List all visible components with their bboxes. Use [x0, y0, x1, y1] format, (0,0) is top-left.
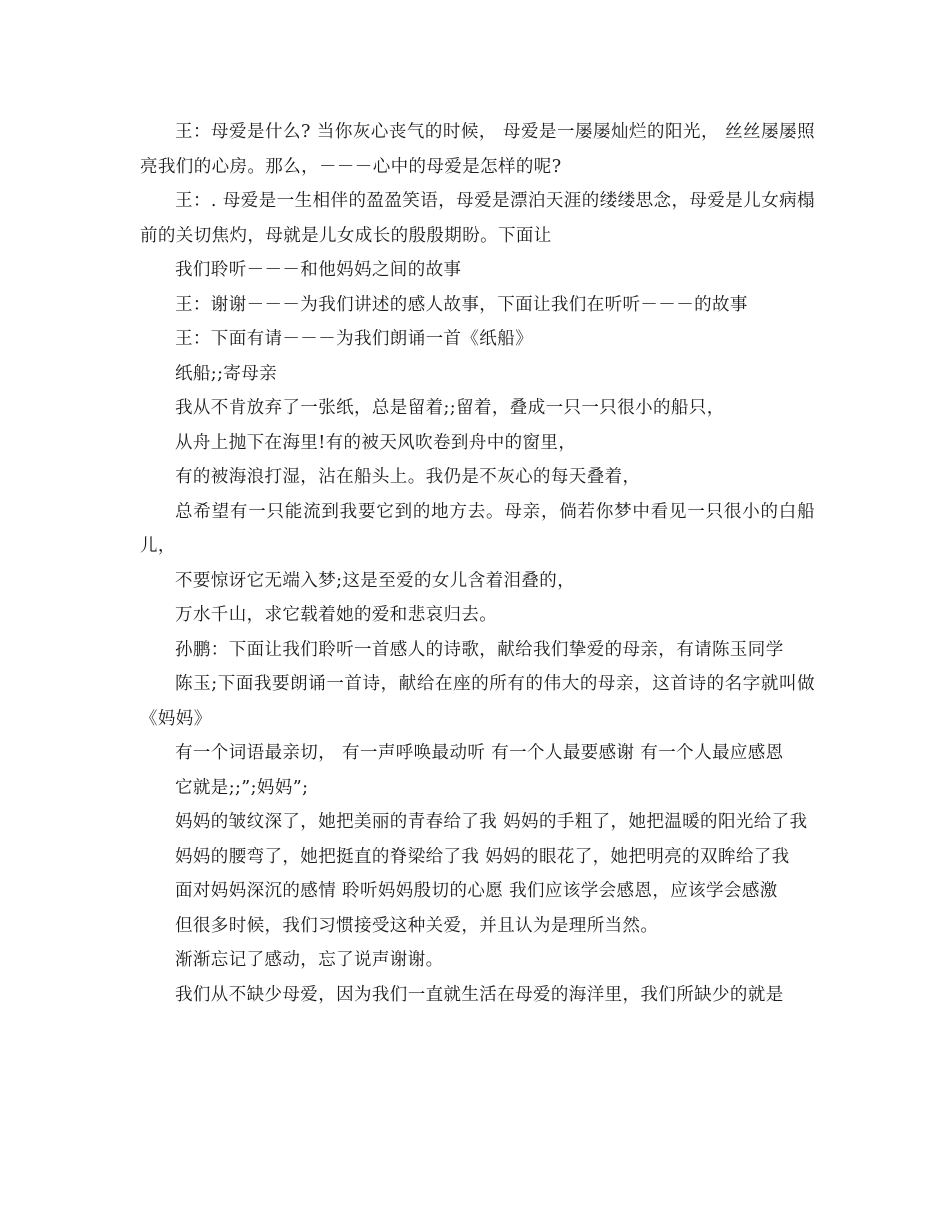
- poem-line: 总希望有一只能流到我要它到的地方去。母亲，倘若你梦中看见一只很小的白船儿，: [140, 501, 815, 556]
- poem-title: 纸船;;寄母亲: [175, 363, 278, 384]
- paragraph: 孙鹏：下面让我们聆听一首感人的诗歌，献给我们挚爱的母亲，有请陈玉同学: [175, 639, 784, 660]
- poem-line: 万水千山，求它载着她的爱和悲哀归去。: [175, 605, 498, 625]
- paragraph: 王：下面有请－－－为我们朗诵一首《纸船》: [175, 329, 533, 349]
- paragraph: 王：母爱是什么? 当你灰心丧气的时候， 母爱是一屡屡灿烂的阳光， 丝丝屡屡照亮我们的心房。那么，－－－心中的母爱是怎样的呢?: [140, 122, 815, 177]
- poem-line: 妈妈的腰弯了，她把挺直的脊梁给了我 妈妈的眼花了，她把明亮的双眸给了我: [175, 846, 790, 867]
- poem-line: 面对妈妈深沉的感情 聆听妈妈殷切的心愿 我们应该学会感恩，应该学会感激: [175, 881, 778, 901]
- poem-line: 有一个词语最亲切， 有一声呼唤最动听 有一个人最要感谢 有一个人最应感恩: [175, 743, 784, 763]
- poem-line: 从舟上抛下在海里!有的被天风吹卷到舟中的窗里，: [175, 432, 577, 453]
- document-body: [140, 115, 815, 1012]
- paragraph: 王：. 母爱是一生相伴的盈盈笑语，母爱是漂泊天涯的缕缕思念，母爱是儿女病榻前的关切焦灼，母就是儿女成长的殷殷期盼。下面让: [140, 191, 815, 246]
- poem-line: 妈妈的皱纹深了，她把美丽的青春给了我 妈妈的手粗了，她把温暖的阳光给了我: [175, 812, 808, 832]
- paragraph: 陈玉;下面我要朗诵一首诗，献给在座的所有的伟大的母亲，这首诗的名字就叫做《妈妈》: [140, 674, 815, 729]
- paragraph: 我们聆听－－－和他妈妈之间的故事: [175, 260, 462, 280]
- poem-line: 但很多时候，我们习惯接受这种关爱，并且认为是理所当然。: [175, 915, 659, 936]
- paragraph: 王：谢谢－－－为我们讲述的感人故事，下面让我们在听听－－－的故事: [175, 294, 748, 315]
- poem-line: 渐渐忘记了感动，忘了说声谢谢。: [175, 950, 444, 970]
- poem-line: 不要惊讶它无端入梦;这是至爱的女儿含着泪叠的，: [175, 570, 576, 591]
- poem-line: 有的被海浪打湿，沾在船头上。我仍是不灰心的每天叠着，: [175, 467, 641, 487]
- poem-line: 我们从不缺少母爱，因为我们一直就生活在母爱的海洋里，我们所缺少的就是: [175, 984, 784, 1005]
- poem-line: 它就是;;”;妈妈”;: [175, 777, 309, 798]
- poem-line: 我从不肯放弃了一张纸，总是留着;;留着，叠成一只一只很小的船只，: [175, 398, 725, 418]
